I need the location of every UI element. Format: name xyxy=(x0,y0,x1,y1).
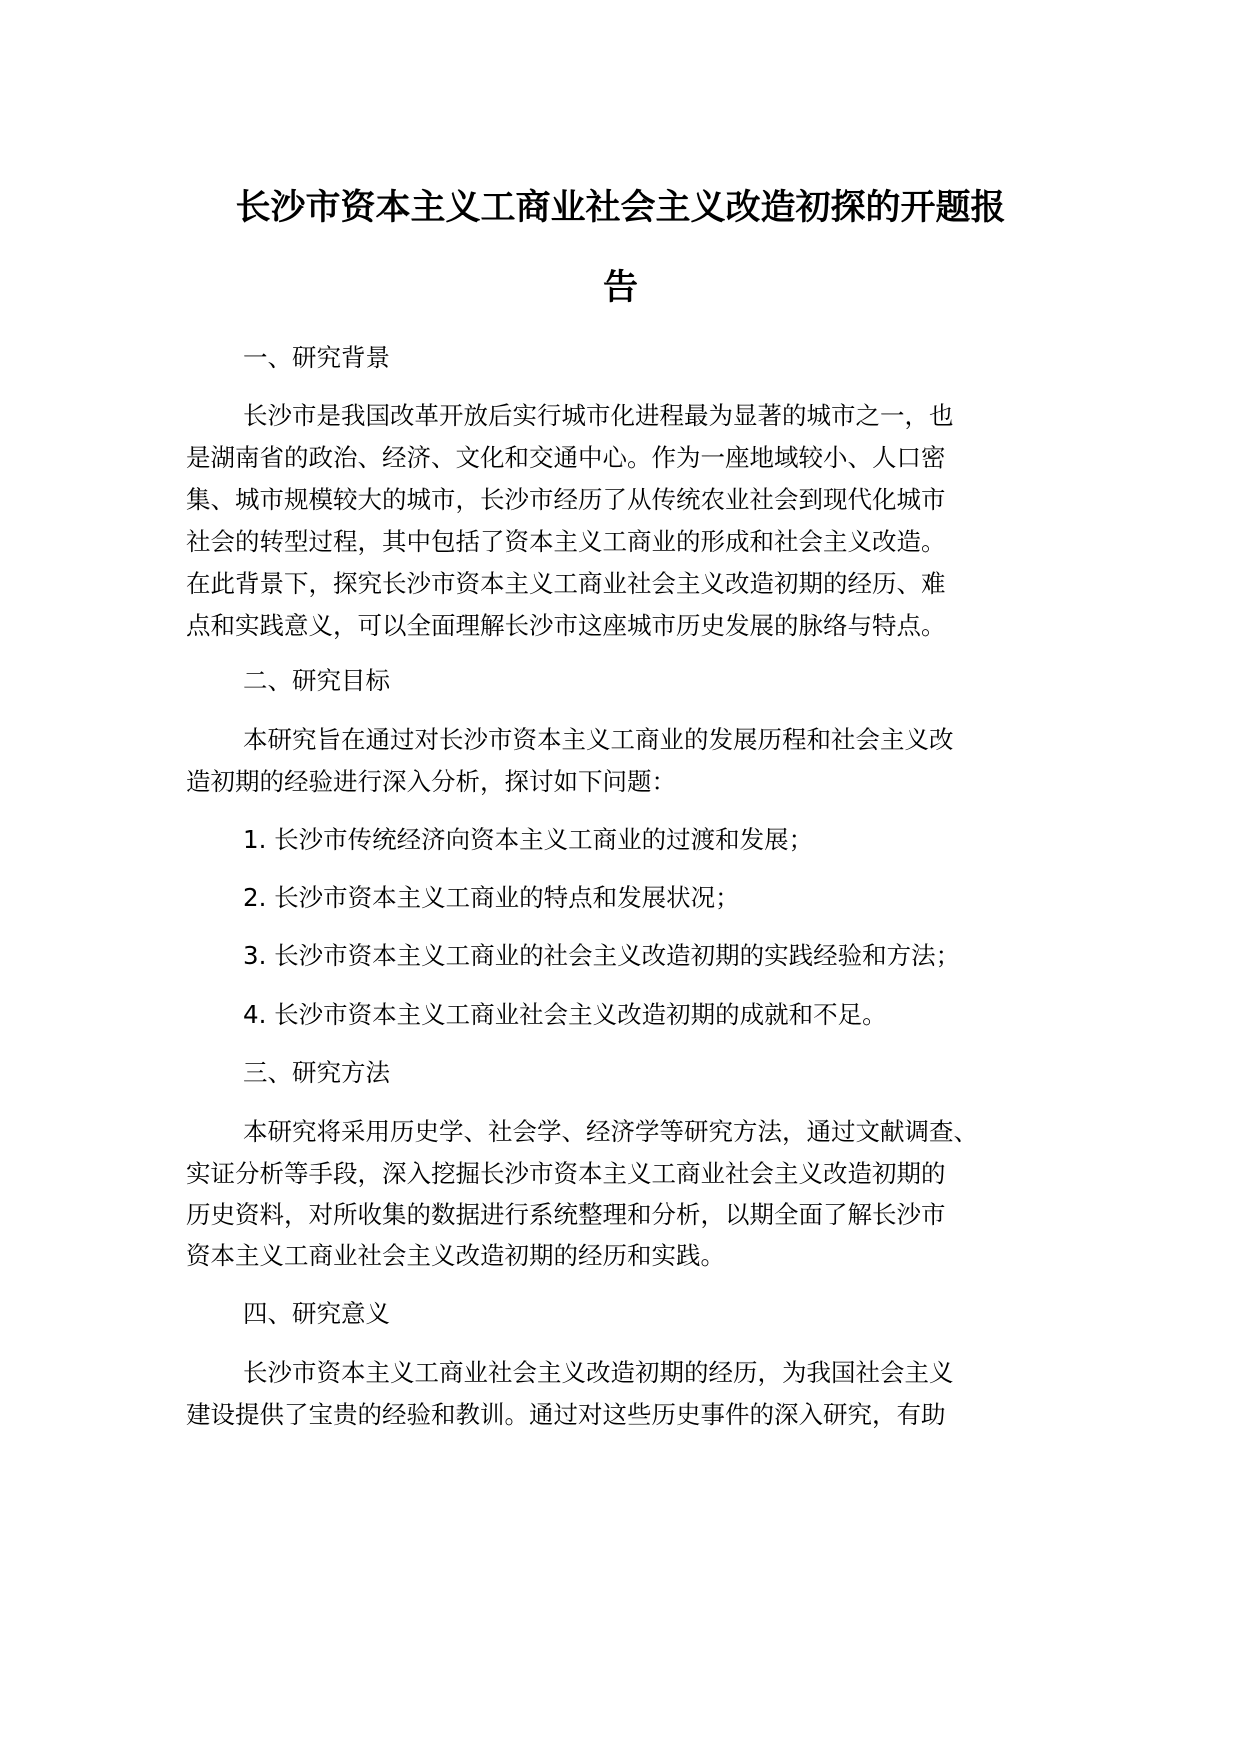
list-item: 1. 长沙市传统经济向资本主义工商业的过渡和发展； xyxy=(243,825,814,854)
paragraph-line: 实证分析等手段，深入挖掘长沙市资本主义工商业社会主义改造初期的 xyxy=(186,1159,946,1188)
list-item: 3. 长沙市资本主义工商业的社会主义改造初期的实践经验和方法； xyxy=(243,941,961,970)
paragraph-line: 历史资料，对所收集的数据进行系统整理和分析，以期全面了解长沙市 xyxy=(186,1200,946,1229)
paragraph-line: 资本主义工商业社会主义改造初期的经历和实践。 xyxy=(186,1241,725,1270)
paragraph-line: 本研究旨在通过对长沙市资本主义工商业的发展历程和社会主义改 xyxy=(243,725,954,754)
paragraph-line: 社会的转型过程，其中包括了资本主义工商业的形成和社会主义改造。 xyxy=(186,527,946,556)
paragraph-line: 是湖南省的政治、经济、文化和交通中心。作为一座地域较小、人口密 xyxy=(186,443,946,472)
paragraph-line: 建设提供了宝贵的经验和教训。通过对这些历史事件的深入研究，有助 xyxy=(186,1400,946,1429)
section-heading-significance: 四、研究意义 xyxy=(243,1299,390,1328)
list-item: 2. 长沙市资本主义工商业的特点和发展状况； xyxy=(243,883,740,912)
paragraph-line: 集、城市规模较大的城市，长沙市经历了从传统农业社会到现代化城市 xyxy=(186,485,946,514)
section-heading-background: 一、研究背景 xyxy=(243,343,390,372)
paragraph-line: 本研究将采用历史学、社会学、经济学等研究方法，通过文献调查、 xyxy=(243,1117,978,1146)
paragraph-line: 点和实践意义，可以全面理解长沙市这座城市历史发展的脉络与特点。 xyxy=(186,611,946,640)
section-heading-objectives: 二、研究目标 xyxy=(243,666,390,695)
paragraph-line: 在此背景下，探究长沙市资本主义工商业社会主义改造初期的经历、难 xyxy=(186,569,946,598)
paragraph-line: 造初期的经验进行深入分析，探讨如下问题： xyxy=(186,767,676,796)
paragraph-line: 长沙市是我国改革开放后实行城市化进程最为显著的城市之一，也 xyxy=(243,401,954,430)
section-heading-methods: 三、研究方法 xyxy=(243,1058,390,1087)
list-item: 4. 长沙市资本主义工商业社会主义改造初期的成就和不足。 xyxy=(243,1000,887,1029)
document-title-line-2: 告 xyxy=(602,268,638,308)
document-title-line-1: 长沙市资本主义工商业社会主义改造初探的开题报 xyxy=(235,188,1006,228)
paragraph-line: 长沙市资本主义工商业社会主义改造初期的经历，为我国社会主义 xyxy=(243,1358,954,1387)
